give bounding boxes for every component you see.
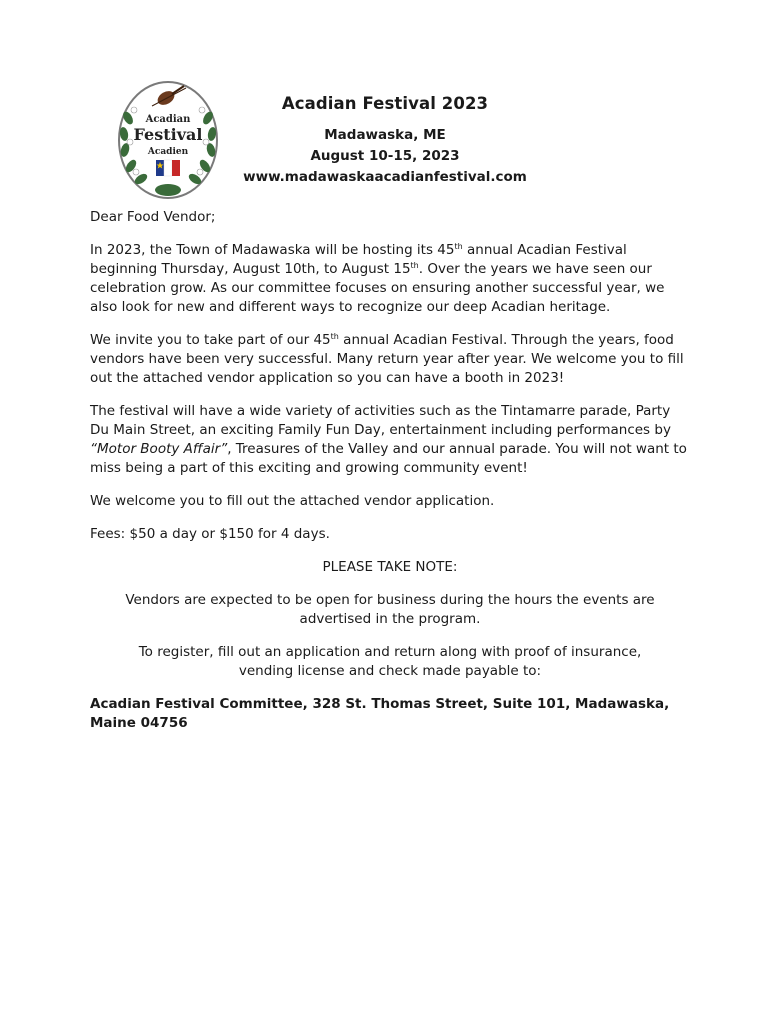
- paragraph-activities: The festival will have a wide variety of activities such as the Tintamarre parade, Party Du Main Street, an exciting Family Fun Day, entertainment including performances by “Motor Booty Affair”, Treasures of the Valley and our annual parade. You will not want to miss being a part of this exciting and growing community event!: [90, 403, 687, 476]
- logo-top-text: Acadian: [145, 114, 191, 125]
- paragraph-invite: We invite you to take part of our 45th annual Acadian Festival. Through the years, food vendors have been very successful. Many return year after year. We welcome you to fill out the attached vendor application so you can have a booth in 2023!: [90, 332, 684, 386]
- festival-website[interactable]: www.madawaskaacadianfestival.com: [243, 169, 527, 185]
- acadian-flag-icon: [156, 160, 180, 176]
- festival-location: Madawaska, ME: [324, 127, 446, 143]
- fees-text: Fees: $50 a day or $150 for 4 days.: [90, 526, 330, 542]
- letter-header: [230, 94, 540, 188]
- note-hours: Vendors are expected to be open for business during the hours the events are advertised in the program.: [125, 592, 655, 627]
- festival-title: Acadian Festival 2023: [281, 94, 489, 113]
- acadian-festival-logo: [116, 78, 220, 202]
- logo-main-text: Festival: [133, 125, 203, 144]
- paragraph-welcome: We welcome you to fill out the attached vendor application.: [90, 493, 495, 509]
- paragraph-intro: In 2023, the Town of Madawaska will be hosting its 45th annual Acadian Festival beginning Thursday, August 10th, to August 15th. Over the years we have seen our celebration grow. As our committee focuses on ensuring another successful year, we also look for new and different ways to recognize our deep Acadian heritage.: [90, 242, 665, 315]
- logo-bottom-text: Acadien: [147, 147, 189, 157]
- letter-body: [90, 208, 690, 747]
- festival-dates: August 10-15, 2023: [310, 148, 460, 164]
- committee-address: Acadian Festival Committee, 328 St. Thomas Street, Suite 101, Madawaska, Maine 04756: [90, 696, 670, 731]
- note-heading: PLEASE TAKE NOTE:: [322, 559, 458, 575]
- salutation: Dear Food Vendor;: [90, 209, 216, 225]
- note-register: To register, fill out an application and return along with proof of insurance, vending license and check made payable to:: [138, 644, 642, 679]
